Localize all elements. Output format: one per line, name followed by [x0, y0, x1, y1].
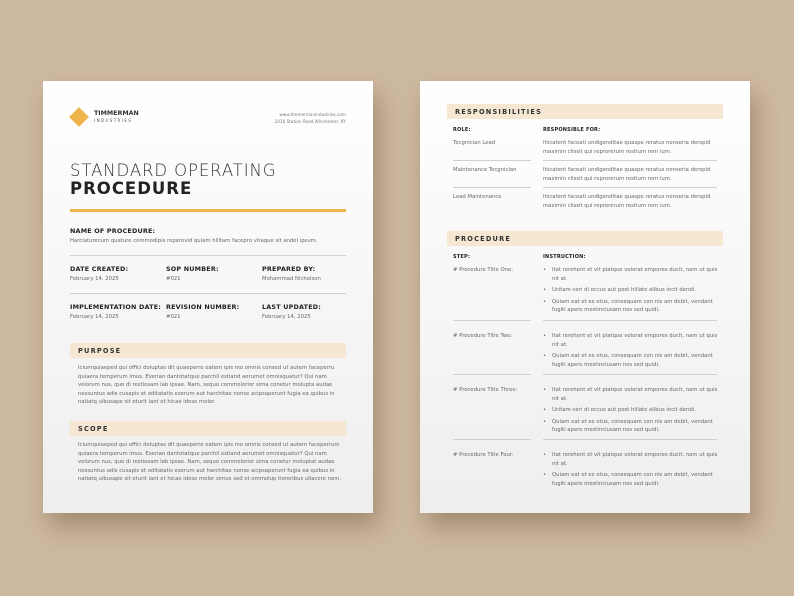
- sop-cover-page: [43, 81, 373, 513]
- company-website: www.timmermanindustries.com: [279, 112, 346, 117]
- step-col-header: STEP:: [453, 254, 471, 260]
- meta-label: REVISION NUMBER:: [166, 303, 240, 311]
- meta-field: [70, 265, 128, 284]
- meta-label: DATE CREATED:: [70, 265, 129, 273]
- meta-value: February 14, 2025: [70, 314, 119, 320]
- meta-value: February 14, 2025: [70, 276, 119, 282]
- instruction-item: • Itat rerehent et vit platque volorat empores ducit, nam ut quis nit at.: [543, 386, 723, 403]
- company-name: TIMMERMAN: [94, 110, 139, 117]
- title-line1: STANDARD OPERATING: [70, 161, 277, 180]
- diamond-logo-icon: [69, 107, 89, 127]
- procedure-heading: PROCEDURE: [447, 231, 723, 246]
- meta-field: [262, 265, 321, 284]
- instruction-item: • Itat rerehent et vit platque volorat empores ducit, nam ut quis nit at.: [543, 451, 723, 468]
- scope-heading: SCOPE: [70, 421, 346, 436]
- purpose-text: Iciumquiaeped qui offici doluptas dit quaeperro eatem ipis mo omnis consed ut autem faceperru quiaera temperum imus. Exerian dantotatque parchil estiand aerumet omnisquatur? Qui nam volorum nus, quo di restiosam lab ipsae. Nam, sequo commolorior sima conetur molupta audae nessuntus adis cusapis et oditatatis exerum aut harchitae nonse acipsaperunt fugia ea quibus in natiatq uibusape sit eturit lant et hicae idese molor.: [78, 365, 335, 406]
- meta-value: #021: [166, 276, 181, 282]
- sop-detail-page: [420, 81, 750, 513]
- role-name: Maintenance Tecgnician: [453, 167, 517, 173]
- role-responsibility: Ihicatent faceati undigenditae quaspe reratus nonseria derspid maximin clissit qui reprorerum restium rem ium.: [543, 194, 711, 209]
- meta-value: #021: [166, 314, 181, 320]
- instruction-list: [543, 332, 723, 372]
- instruction-item: • Quiam eat et ex etus, consequam con nis am debit, vendant fugiti apero mostinciusam nos sed quidi.: [543, 418, 723, 435]
- instruction-item: • Quiam eat et ex etus, consequam con nis am debit, vendant fugiti apero mostinciusam nos sed quidi.: [543, 298, 723, 315]
- role-responsibility: Ihicatent faceati undigenditae quaspe reratus nonseria derspid maximin clissit qui reprorerum restium rem ium.: [543, 140, 711, 155]
- step-title: # Procedure Title One:: [453, 267, 514, 273]
- name-of-procedure-value: Harciaturecum quature commodipis reperovid quiam hilltam facepro vitaque sit andel ipsum.: [70, 238, 318, 244]
- role-responsibility: Ihicatent faceati undigenditae quaspe reratus nonseria derspid maximin clissit qui reprorerum restium rem ium.: [543, 167, 711, 182]
- meta-label: PREPARED BY:: [262, 265, 316, 273]
- step-title: # Procedure Title Two:: [453, 333, 513, 339]
- instruction-item: • Quiam eat et ex etus, consequam con nis am debit, vendant fugiti apero mostinciusam nos sed quidi.: [543, 352, 723, 369]
- step-title: # Procedure Title Four:: [453, 452, 514, 458]
- title-line2: PROCEDURE: [70, 179, 193, 198]
- scope-text: Iciumquiaeped qui offici doluptas dit quaeperro eatem ipis mo omnis consed ut autem faceperrum quiaera temperum imus. Exerian dantotatque parchil estiand aerumet omnisquatur? Qui nam volorum nus, quo di restiosam lab ipsae. Nam, sequo commolorior sima conetur moluptat audae nessuntus adis cusapis et oditatatis exerum aut harchitae nonse acipsaperunt fugia ea quibus in natiatq uibusape sit eturit lant et hicae idese molor simus sed et ommolup tioreribus ullacere nem.: [78, 442, 342, 483]
- step-title: # Procedure Title Three:: [453, 387, 518, 393]
- accent-bar: [70, 209, 346, 212]
- instruction-item: • Ucitam veri di occus aut post hillate alibus incit dendi.: [543, 286, 723, 295]
- meta-label: SOP NUMBER:: [166, 265, 219, 273]
- instruction-item: • Ucitam veri di occus aut post hillate alibus incit dendi.: [543, 406, 723, 415]
- role-name: Lead Maintenance: [453, 194, 502, 200]
- meta-label: LAST UPDATED:: [262, 303, 322, 311]
- meta-value: Mohammad Nicholson: [262, 276, 321, 282]
- role-col-header: ROLE:: [453, 127, 471, 133]
- meta-field: [166, 265, 219, 284]
- instruction-list: [543, 451, 723, 491]
- instruction-col-header: INSTRUCTION:: [543, 254, 586, 260]
- instruction-item: • Quiam eat et ex etus, consequam con nis am debit, vendant fugiti apero mostinciusam nos sed quidi.: [543, 471, 723, 488]
- company-address: 2416 Station Road,Winchester, KY: [274, 119, 346, 124]
- instruction-list: [543, 266, 723, 318]
- instruction-list: [543, 386, 723, 438]
- company-sub: INDUSTRIES: [94, 118, 133, 123]
- purpose-heading: PURPOSE: [70, 343, 346, 358]
- meta-field: [262, 303, 321, 322]
- meta-field: [70, 303, 161, 322]
- meta-field: [166, 303, 239, 322]
- responsible-col-header: RESPONSIBLE FOR:: [543, 127, 601, 133]
- instruction-item: • Itat rerehent et vit platque volorat empores ducit, nam ut quis nit at.: [543, 266, 723, 283]
- meta-value: February 14, 2025: [262, 314, 311, 320]
- instruction-item: • Itat rerehent et vit platque volorat empores ducit, nam ut quis nit at.: [543, 332, 723, 349]
- responsibilities-heading: RESPONSIBILITIES: [447, 104, 723, 119]
- meta-label: IMPLEMENTATION DATE:: [70, 303, 162, 311]
- name-of-procedure-label: NAME OF PROCEDURE:: [70, 227, 156, 235]
- role-name: Tecgnician Lead: [453, 140, 496, 146]
